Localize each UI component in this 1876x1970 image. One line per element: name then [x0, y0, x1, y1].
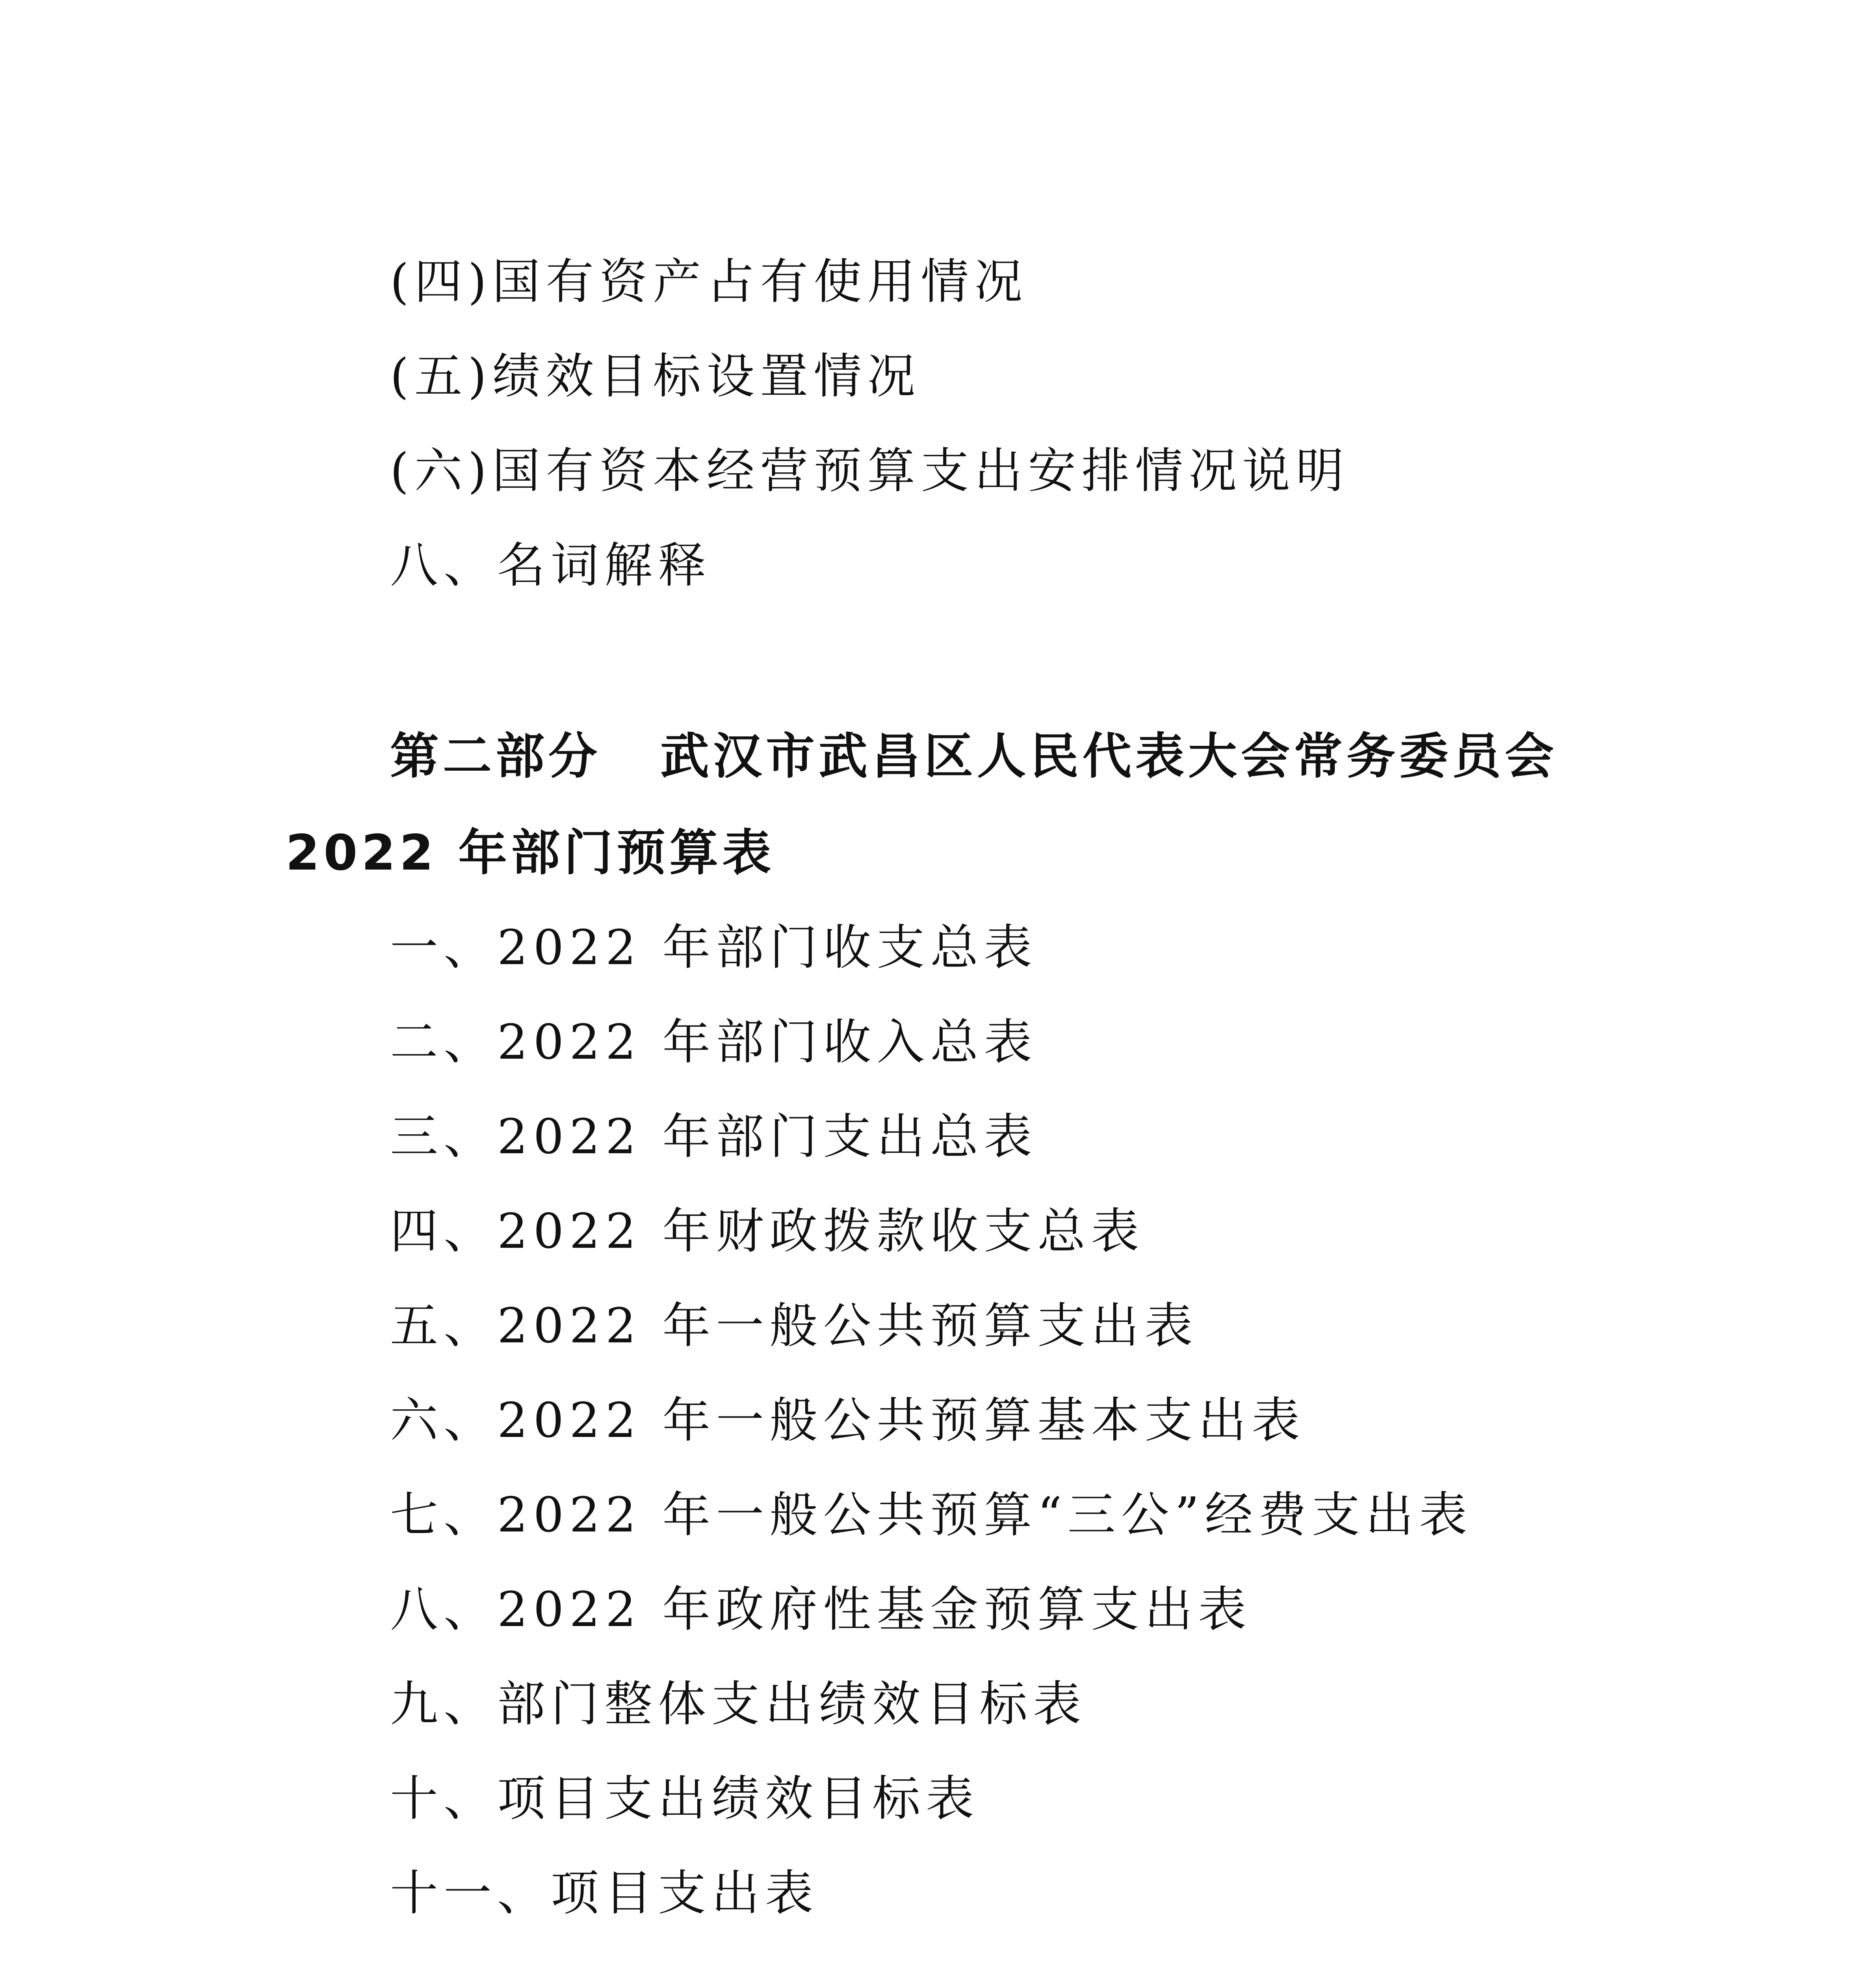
- toc-item: (五)绩效目标设置情况: [390, 348, 921, 404]
- toc-item: 八、名词解释: [390, 537, 711, 593]
- toc-item: 八、2022 年政府性基金预算支出表: [390, 1582, 1252, 1637]
- toc-item: 四、2022 年财政拨款收支总表: [390, 1203, 1145, 1259]
- toc-item: (六)国有资本经营预算支出安排情况说明: [390, 443, 1350, 499]
- toc-item: (四)国有资产占有使用情况: [390, 254, 1028, 310]
- toc-item: 十一、项目支出表: [390, 1865, 819, 1921]
- toc-item: 九、部门整体支出绩效目标表: [390, 1676, 1087, 1732]
- toc-item: 五、2022 年一般公共预算支出表: [390, 1298, 1198, 1354]
- toc-item: 二、2022 年部门收入总表: [390, 1014, 1038, 1070]
- toc-item: 一、2022 年部门收支总表: [390, 920, 1038, 976]
- toc-item: 七、2022 年一般公共预算“三公”经费支出表: [390, 1487, 1473, 1543]
- section-heading: [390, 727, 1558, 786]
- section-heading-line2: 2022 年部门预算表: [286, 825, 775, 881]
- toc-item: 三、2022 年部门支出总表: [390, 1109, 1038, 1165]
- section-heading-org: 武汉市武昌区人民代表大会常务委员会: [660, 728, 1558, 785]
- toc-item: 十、项目支出绩效目标表: [390, 1771, 979, 1827]
- toc-item: 六、2022 年一般公共预算基本支出表: [390, 1392, 1306, 1448]
- section-heading-label: 第二部分: [390, 728, 602, 785]
